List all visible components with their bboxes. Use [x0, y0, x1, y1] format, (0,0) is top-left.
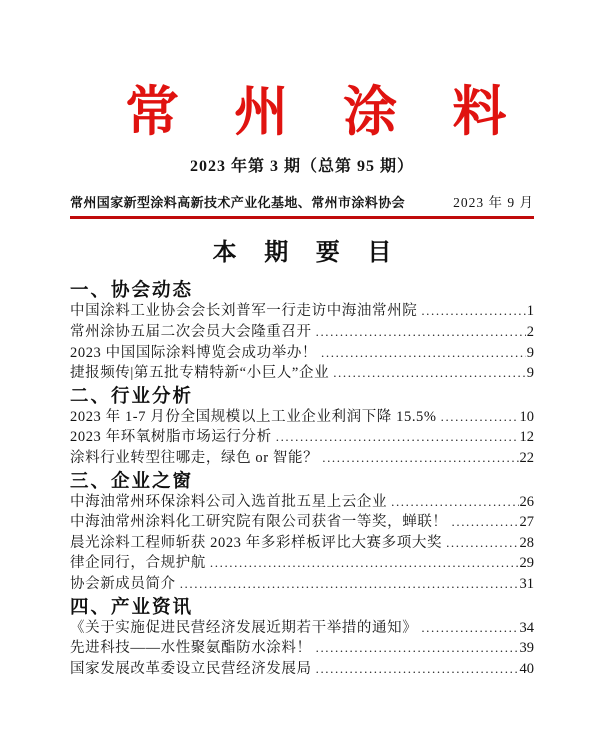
toc-item-title: 中国涂料工业协会会长刘普军一行走访中海油常州院 [70, 303, 418, 320]
dot-leader [276, 427, 519, 448]
toc-heading: 本期要目 [212, 239, 419, 267]
toc-item [70, 638, 534, 659]
publisher-name: 常州国家新型涂料高新技术产业化基地、常州市涂料协会 [70, 195, 406, 211]
toc-item-page: 34 [519, 619, 534, 636]
toc-item-title: 2023 年 1-7 月份全国规模以上工业企业利润下降 15.5% [70, 408, 437, 425]
dot-leader [316, 659, 519, 680]
toc-item-page: 9 [526, 344, 534, 361]
toc-item-title: 《关于实施促进民营经济发展近期若干举措的通知》 [70, 619, 418, 636]
toc-item [70, 448, 534, 469]
toc-item [70, 659, 534, 680]
toc-item-page: 29 [519, 555, 534, 572]
magazine-title: 常州涂料 [125, 82, 562, 142]
dot-leader [421, 618, 518, 639]
toc-item-page: 1 [526, 303, 534, 320]
table-of-contents [70, 278, 534, 679]
toc-item [70, 427, 534, 448]
toc-item [70, 343, 534, 364]
toc-item-title: 2023 中国国际涂料博览会成功举办！ [70, 344, 318, 361]
toc-item-title: 晨光涂料工程师斩获 2023 年多彩样板评比大赛多项大奖 [70, 534, 443, 551]
toc-item [70, 407, 534, 428]
section-heading-association-news: 一、协会动态 [70, 279, 194, 301]
toc-item [70, 322, 534, 343]
toc-item-title: 捷报频传|第五批专精特新“小巨人”企业 [70, 365, 330, 382]
toc-item-title: 中海油常州涂料化工研究院有限公司获省一等奖，蝉联！ [70, 514, 448, 531]
dot-leader [316, 638, 519, 659]
toc-item-title: 协会新成员简介 [70, 576, 176, 592]
toc-item-page: 40 [519, 660, 534, 677]
toc-item-page: 31 [519, 576, 534, 592]
toc-item-title: 律企同行，合规护航 [70, 555, 206, 572]
toc-item [70, 363, 534, 384]
toc-item-page: 2 [526, 324, 534, 341]
toc-item-page: 22 [519, 450, 534, 467]
dot-leader [210, 553, 519, 574]
dot-leader [421, 301, 525, 322]
toc-item [70, 301, 534, 322]
issue-date: 2023 年 9 月 [453, 195, 534, 211]
dot-leader [316, 322, 526, 343]
dot-leader [180, 574, 519, 595]
toc-item-title: 常州涂协五届二次会员大会隆重召开 [70, 324, 312, 341]
dot-leader [321, 343, 526, 364]
dot-leader [322, 448, 518, 469]
dot-leader [333, 363, 526, 384]
masthead-row [70, 191, 534, 219]
toc-item-page: 12 [519, 429, 534, 446]
toc-item-page: 27 [519, 514, 534, 531]
toc-item-page: 9 [526, 365, 534, 382]
toc-item [70, 512, 534, 533]
toc-item [70, 533, 534, 554]
toc-item-title: 涂料行业转型往哪走，绿色 or 智能？ [70, 450, 319, 467]
toc-item-title: 国家发展改革委设立民营经济发展局 [70, 660, 312, 677]
dot-leader [446, 533, 518, 554]
toc-item-page: 28 [519, 534, 534, 551]
toc-item-page: 39 [519, 640, 534, 657]
section-heading-enterprise-window: 三、企业之窗 [70, 469, 194, 491]
toc-item-title: 2023 年环氧树脂市场运行分析 [70, 429, 272, 446]
toc-item-page: 26 [519, 493, 534, 510]
dot-leader [452, 512, 519, 533]
issue-number-line: 2023 年第 3 期（总第 95 期） [189, 158, 414, 176]
toc-item-page: 10 [519, 408, 534, 425]
toc-item-title: 中海油常州环保涂料公司入选首批五星上云企业 [70, 493, 388, 510]
toc-item-title: 先进科技——水性聚氨酯防水涂料！ [70, 640, 312, 657]
dot-leader [441, 407, 519, 428]
toc-item [70, 574, 534, 595]
dot-leader [391, 492, 518, 513]
toc-item [70, 553, 534, 574]
toc-item [70, 492, 534, 513]
section-heading-industry-analysis: 二、行业分析 [70, 384, 194, 406]
section-heading-industry-information: 四、产业资讯 [70, 595, 194, 617]
toc-item [70, 618, 534, 639]
